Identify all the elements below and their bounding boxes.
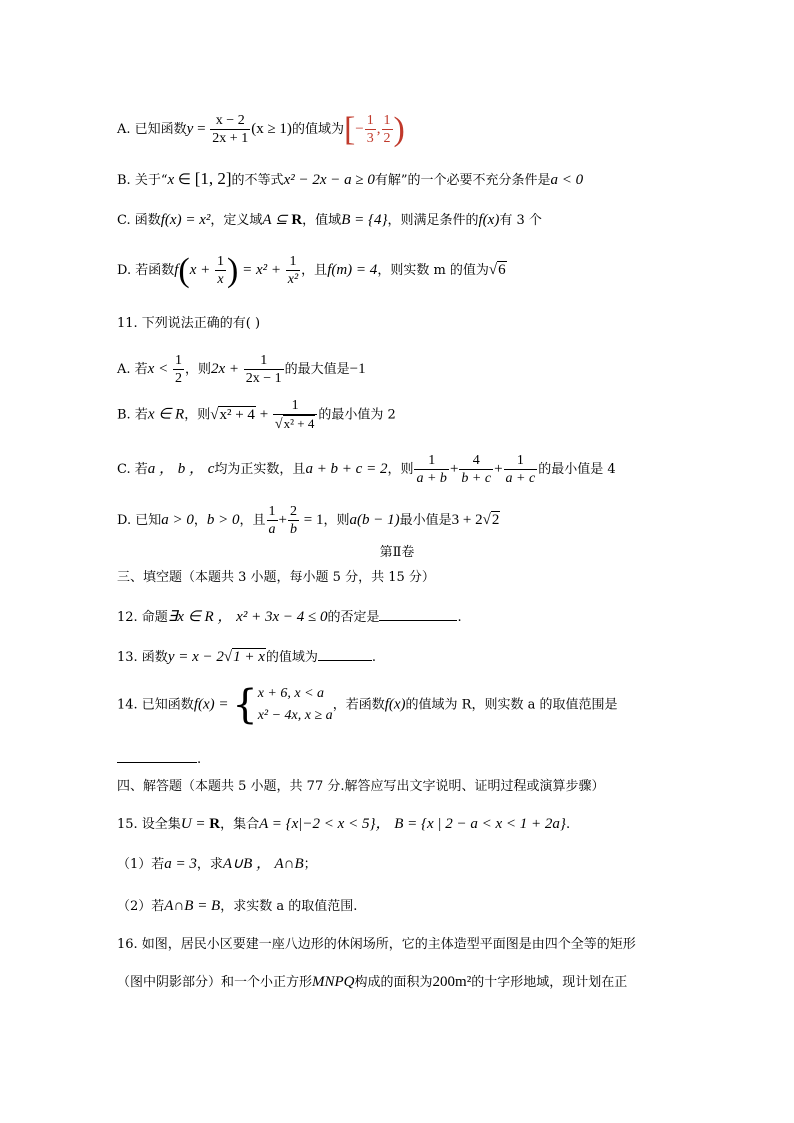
fraction: $\frac{1}{\text{x²}}$: [287, 254, 299, 287]
fraction: $\frac{1}{x}$: [217, 254, 225, 287]
q10-option-d: D. 若函数f(x + $\frac{1}{x}$ ) = x² + $\frac{1}{\text{x²}}$ ，且f(m) = 4，则实数 m 的值为√6: [117, 251, 506, 289]
q11-option-a: A. 若x < $\frac{1}{2}$ ，则2x + $\frac{1}{2x - 1}$ 的最大值是−1: [117, 353, 366, 386]
q11-title: 11. 下列说法正确的有( ): [117, 316, 261, 331]
answer-blank[interactable]: [117, 750, 197, 763]
answer-blank[interactable]: [379, 608, 457, 621]
fraction: $\frac{1}{a + b}$: [416, 453, 447, 486]
q10-option-b: B. 关于“x ∈ [1, 2]的不等式x² − 2x − a ≥ 0有解”的一个必要不充分条件是a < 0: [117, 169, 584, 188]
sqrt: √x² + 4: [210, 406, 255, 423]
section-4-heading: 四、解答题（本题共 5 小题，共 77 分.解答应写出文字说明、证明过程或演算步骤）: [117, 779, 605, 794]
q16-line-2: （图中阴影部分）和一个小正方形MNPQ构成的面积为200m²的十字形地域，现计划在正: [117, 974, 628, 990]
sqrt: √1 + x: [223, 649, 265, 665]
q13: 13. 函数y = x − 2√1 + x的值域为 .: [117, 649, 377, 665]
piecewise-cases: x + 6, x < a x² − 4x, x ≥ a: [257, 686, 333, 723]
q15-part-1: （1）若a = 3，求A∪B ， A∩B；: [117, 856, 317, 872]
q15-part-2: （2）若A∩B = B，求实数 a 的取值范围.: [117, 898, 358, 914]
section-3-heading: 三、填空题（本题共 3 小题，每小题 5 分，共 15 分）: [117, 570, 435, 585]
volume-heading: 第Ⅱ卷: [379, 545, 415, 560]
q14: 14. 已知函数f(x) = { x + 6, x < a x² − 4x, x ≥ a ，若函数f(x)的值域为 R，则实数 a 的取值范围是: [117, 682, 618, 728]
fraction: $\frac{1}{2}$: [174, 353, 182, 386]
q11-option-d: D. 已知a > 0，b > 0，且 $\frac{1}{a}$ + $\frac{2}{b}$ = 1，则a(b − 1)最小值是3 + 2√2: [117, 504, 500, 537]
fraction: $\frac{1}{2}$: [383, 113, 391, 146]
fraction: $\frac{1}{a}$: [268, 504, 276, 537]
q10-option-a: A. 已知函数y = $\frac{x - 2}{2x + 1}$ (x ≥ 1)的值域为[− $\frac{1}{3}$ , $\frac{1}{2}$ ): [117, 110, 405, 148]
fraction: $\frac{4}{b + c}$: [461, 453, 492, 486]
fraction: $\frac{1}{\text{√x² + 4}}$: [273, 397, 317, 433]
fraction: $\frac{1}{3}$: [366, 113, 374, 146]
q15: 15. 设全集U = R，集合A = {x|−2 < x < 5}， B = {x | 2 − a < x < 1 + 2a}.: [117, 816, 571, 832]
q14-answer-line: .: [117, 750, 201, 768]
q10-option-c: C. 函数f(x) = x²，定义域A ⊆ R，值域B = {4}，则满足条件的f(x)有 3 个: [117, 212, 542, 228]
fraction: $\frac{x - 2}{2x + 1}$: [212, 113, 249, 146]
q16-line-1: 16. 如图，居民小区要建一座八边形的休闲场所，它的主体造型平面图是由四个全等的矩形: [117, 937, 636, 952]
fraction: $\frac{1}{2x - 1}$: [245, 353, 282, 386]
sqrt: √2: [482, 512, 500, 528]
fraction: $\frac{2}{b}$: [289, 504, 297, 537]
sqrt: √6: [488, 262, 506, 278]
fraction: $\frac{1}{a + c}$: [505, 453, 536, 486]
q11-option-c: C. 若a ， b ， c均为正实数，且a + b + c = 2，则 $\frac{1}{a + b}$ + $\frac{4}{b + c}$ + $\frac{1}{a + c}$ 的最小值是 4: [117, 453, 616, 486]
answer-blank[interactable]: [318, 648, 372, 661]
q11-option-b: B. 若x ∈ R，则√x² + 4 + $\frac{1}{\text{√x² + 4}}$ 的最小值为 2: [117, 398, 396, 432]
q12: 12. 命题∃x ∈ R ， x² + 3x − 4 ≤ 0的否定是 .: [117, 609, 462, 625]
